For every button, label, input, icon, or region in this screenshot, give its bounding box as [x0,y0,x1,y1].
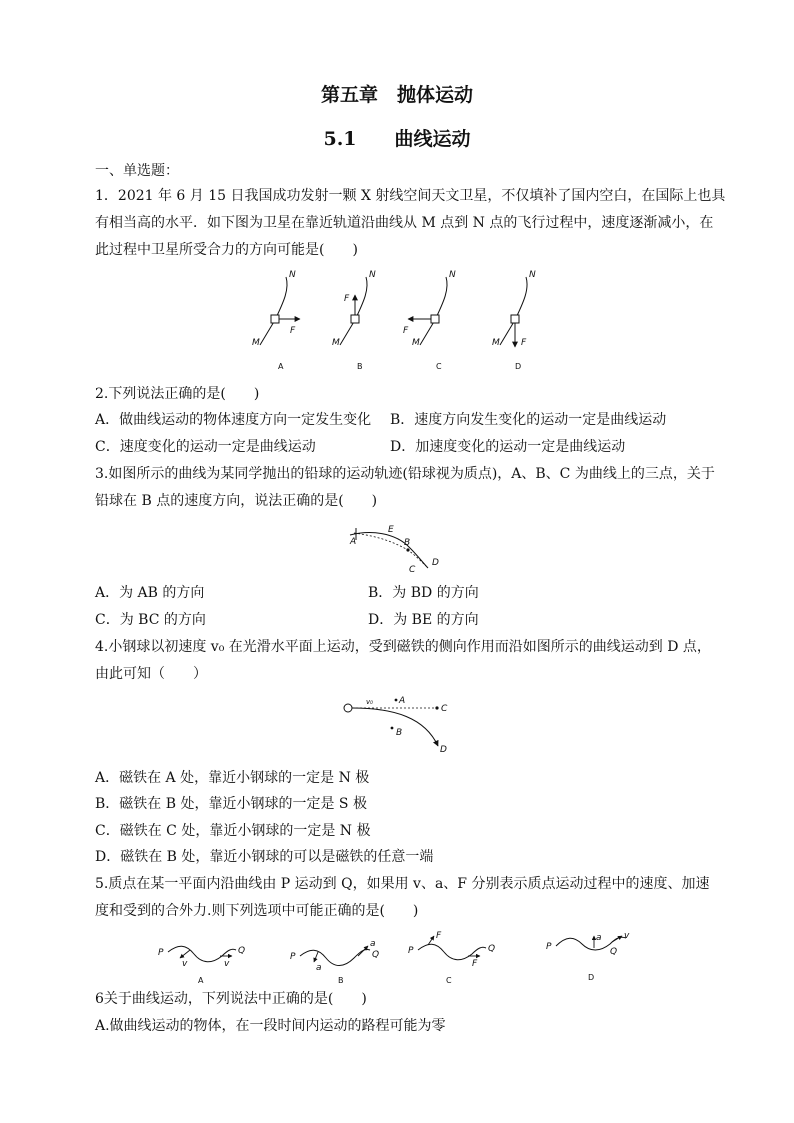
q2-option-a: A．做曲线运动的物体速度方向一定发生变化 [95,412,372,428]
q4-option-c: C．磁铁在 C 处，靠近小钢球的一定是 N 极 [95,823,371,839]
q1-c-caption: C [436,362,442,371]
q5-a-caption: A [198,976,204,985]
section-heading: 一、单选题： [95,163,179,179]
chapter-title: 第五章 抛体运动 [320,84,473,106]
q3-label-e: E [388,525,394,535]
q1-b-m: M [332,338,340,348]
q3-option-a: A．为 AB 的方向 [95,585,205,601]
q5-b-caption: B [338,976,344,985]
q1-a-n: N [289,270,296,280]
q4-figure [340,690,460,755]
q5-a-p: P [158,948,164,958]
q5-option-a-diagram [158,946,245,985]
q3-label-b: B [404,538,411,548]
q3-option-d: D．为 BE 的方向 [368,612,479,628]
q1-option-b-diagram [332,270,376,371]
q5-line-1: 5.质点在某一平面内沿曲线由 P 运动到 Q，如果用 v、a、F 分别表示质点运动过程中的速度、加速 [95,876,710,892]
q4-label-b: B [396,728,403,738]
q1-line-3: 此过程中卫星所受合力的方向可能是( ) [95,242,358,258]
q1-d-m: M [492,338,500,348]
q5-b-q: Q [372,950,380,960]
q1-b-n: N [369,270,376,280]
q5-c-p: P [408,946,414,956]
q5-option-b-diagram [290,939,379,985]
q5-d-p: P [546,942,552,952]
q5-d-q: Q [610,947,618,957]
q4-option-a: A．磁铁在 A 处，靠近小钢球的一定是 N 极 [95,770,370,786]
q1-d-f: F [521,338,527,348]
q5-a-v1: v [182,959,188,969]
q5-a-q: Q [238,946,246,956]
q1-b-f: F [344,294,350,304]
q5-c-q: Q [488,944,496,954]
q5-d-caption: D [588,973,595,982]
q5-d-a: a [596,933,602,943]
section-title: 5.1 曲线运动 [323,128,471,150]
q4-line-1: 4.小钢球以初速度 v₀ 在光滑水平面上运动，受到磁铁的侧向作用而沿如图所示的曲线运动到 D 点， [95,639,711,655]
q5-a-v2: v [224,959,230,969]
q3-line-1: 3.如图所示的曲线为某同学抛出的铅球的运动轨迹(铅球视为质点)，A、B、C 为曲线上的三点，关于 [95,466,715,482]
q2-option-d: D．加速度变化的运动一定是曲线运动 [390,439,626,455]
q5-option-c-diagram [408,931,495,985]
q1-d-n: N [529,270,536,280]
q5-line-2: 度和受到的合外力.则下列选项中可能正确的是( ) [95,903,419,919]
q4-option-d: D．磁铁在 B 处，靠近小钢球的可以是磁铁的任意一端 [95,849,434,865]
q6-option-a: A.做曲线运动的物体，在一段时间内运动的路程可能为零 [95,1018,446,1034]
q1-d-caption: D [515,362,522,371]
q1-a-caption: A [278,362,284,371]
q1-line-1: 1．2021 年 6 月 15 日我国成功发射一颗 X 射线空间天文卫星，不仅填补了国内空白，在国际上也具 [95,188,726,204]
q3-label-a: A [350,537,357,547]
q6-stem: 6关于曲线运动，下列说法中正确的是( ) [95,991,367,1007]
q5-b-p: P [290,952,296,962]
q1-a-m: M [252,338,260,348]
q4-line-2: 由此可知（ ） [95,666,207,682]
q4-label-c: C [441,704,448,714]
q5-c-caption: C [446,976,452,985]
q4-label-a: A [399,696,406,706]
q3-figure [340,520,450,580]
q5-figure [150,928,630,990]
q3-label-d: D [432,558,439,568]
q1-c-m: M [412,338,420,348]
q5-d-v: v [624,931,630,941]
q3-line-2: 铅球在 B 点的速度方向，说法正确的是( ) [95,493,378,509]
q3-label-c: C [409,565,416,575]
q3-option-b: B．为 BD 的方向 [368,585,479,601]
q2-option-b: B．速度方向发生变化的运动一定是曲线运动 [390,412,667,428]
q2-stem: 2.下列说法正确的是( ) [95,386,260,402]
q5-c-f2: F [472,959,478,969]
q5-option-d-diagram [546,931,630,982]
q1-b-caption: B [357,362,363,371]
q1-a-f: F [290,326,296,336]
q4-option-b: B．磁铁在 B 处，靠近小钢球的一定是 S 极 [95,796,367,812]
q1-c-f: F [403,326,409,336]
q5-c-f1: F [436,931,442,941]
q1-option-c-diagram [403,270,456,371]
q1-option-a-diagram [252,270,300,371]
q2-option-c: C．速度变化的运动一定是曲线运动 [95,439,316,455]
q5-b-a2: a [370,939,376,949]
q5-b-a1: a [316,963,322,973]
q3-option-c: C．为 BC 的方向 [95,612,206,628]
q1-line-2: 有相当高的水平．如下图为卫星在靠近轨道沿曲线从 M 点到 N 点的飞行过程中，速度逐渐减小，在 [95,215,714,231]
q4-label-v0: v₀ [366,698,373,706]
q4-label-d: D [440,745,447,755]
q1-c-n: N [449,270,456,280]
q1-option-d-diagram [492,270,536,371]
q1-figure [240,265,550,375]
